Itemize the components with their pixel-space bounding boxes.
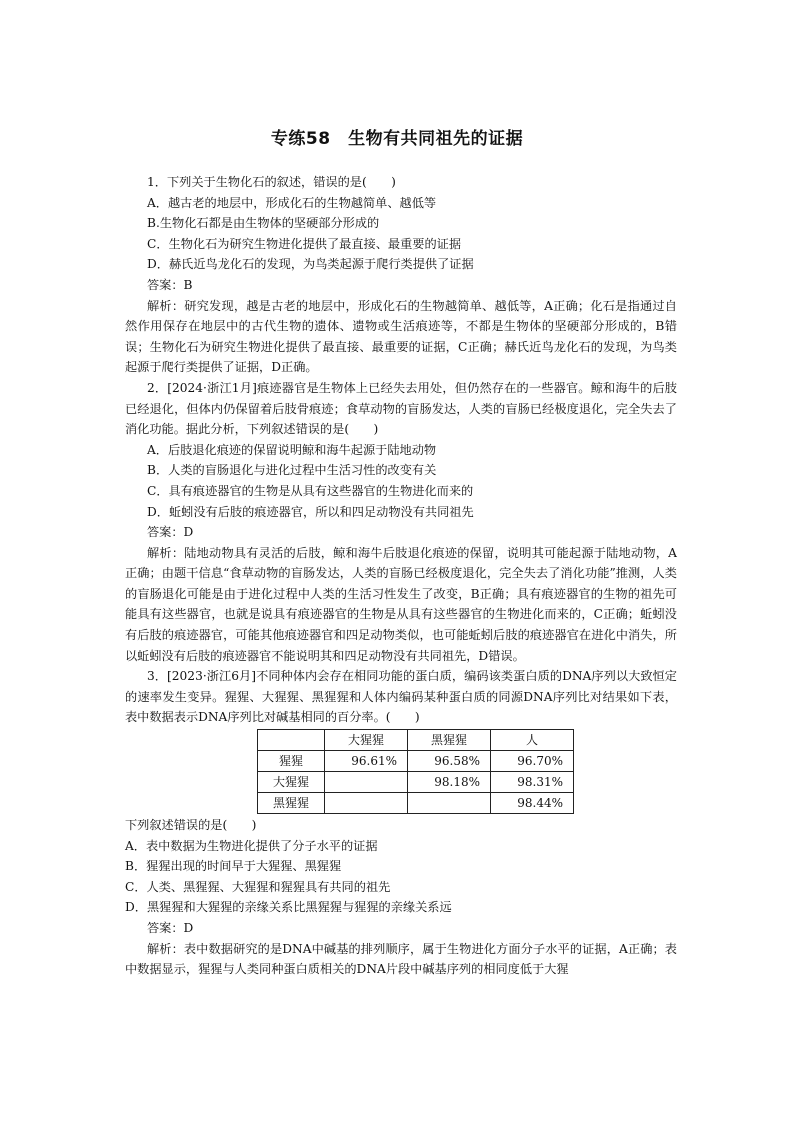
question-3-stem: 3．[2023·浙江6月]不同种体内会存在相同功能的蛋白质，编码该类蛋白质的DNA序列以大致恒定的速率发生变异。猩猩、大猩猩、黑猩猩和人体内编码某种蛋白质的同源DNA序列比对结果如下表，表中数据表示DNA序列比对碱基相同的百分率。( ) [125,669,677,725]
question-2-option-a: A．后肢退化痕迹的保留说明鲸和海牛起源于陆地动物 [147,442,437,457]
question-3-option-c: C．人类、黑猩猩、大猩猩和猩猩具有共同的祖先 [125,879,391,894]
table-cell [325,793,408,814]
question-2-option-b: B．人类的盲肠退化与进化过程中生活习性的改变有关 [147,463,437,478]
table-header-row [258,730,574,751]
table-header-cell: 人 [491,730,574,751]
question-2-answer: 答案：D [147,525,194,540]
table-cell: 96.61% [325,751,408,772]
table-row [258,793,574,814]
table-row-label: 黑猩猩 [258,793,325,814]
table-header-cell: 大猩猩 [325,730,408,751]
question-1-option-c: C．生物化石为研究生物进化提供了最直接、最重要的证据 [147,236,462,251]
table-cell: 96.70% [491,751,574,772]
table-header-cell: 黑猩猩 [408,730,491,751]
table-cell: 98.44% [491,793,574,814]
question-1-analysis: 解析：研究发现，越是古老的地层中，形成化石的生物越简单、越低等，A正确；化石是指通过自然作用保存在地层中的古代生物的遗体、遗物或生活痕迹等，不都是生物体的坚硬部分形成的，B错误；生物化石为研究生物进化提供了最直接、最重要的证据，C正确；赫氏近鸟龙化石的发现，为鸟类起源于爬行类提供了证据，D正确。 [125,298,677,375]
page-title: 专练58 生物有共同祖先的证据 [270,129,524,149]
table-row [258,772,574,793]
question-2-option-d: D．蚯蚓没有后肢的痕迹器官，所以和四足动物没有共同祖先 [147,504,474,519]
question-1-stem: 1．下列关于生物化石的叙述，错误的是( ) [147,175,396,189]
question-3-answer: 答案：D [147,921,194,935]
question-3-option-d: D．黑猩猩和大猩猩的亲缘关系比黑猩猩与猩猩的亲缘关系远 [125,900,452,915]
table-cell: 98.18% [408,772,491,793]
question-1-answer: 答案：B [147,277,193,292]
question-1-option-b: B.生物化石都是由生物体的坚硬部分形成的 [147,216,380,231]
table-cell [408,793,491,814]
question-3-analysis: 解析：表中数据研究的是DNA中碱基的排列顺序，属于生物进化方面分子水平的证据，A正确；表中数据显示，猩猩与人类同种蛋白质相关的DNA片段中碱基序列的相同度低于大猩 [125,941,677,977]
table-row [258,751,574,772]
document-body [125,172,677,980]
dna-comparison-table [257,729,574,814]
question-3-option-b: B．猩猩出现的时间早于大猩猩、黑猩猩 [125,859,342,874]
table-cell [325,772,408,793]
question-2-option-c: C．具有痕迹器官的生物是从具有这些器官的生物进化而来的 [147,483,474,498]
question-2-analysis: 解析：陆地动物具有灵活的后肢，鲸和海牛后肢退化痕迹的保留，说明其可能起源于陆地动物，A正确；由题干信息“食草动物的盲肠发达，人类的盲肠已经极度退化，完全失去了消化功能”推测，人类的盲肠退化可能是由于进化过程中人类的生活习性发生了改变，B正确；具有痕迹器官的生物的祖先可能具有这些器官，也就是说具有痕迹器官的生物是从具有这些器官的生物进化而来的，C正确；蚯蚓没有后肢的痕迹器官，可能其他痕迹器官和四足动物类似，也可能蚯蚓后肢的痕迹器官在进化中消失，所以蚯蚓没有后肢的痕迹器官不能说明其和四足动物没有共同祖先，D错误。 [125,545,677,663]
table-cell: 98.31% [491,772,574,793]
table-row-label: 猩猩 [258,751,325,772]
question-1-option-a: A．越古老的地层中，形成化石的生物越简单、越低等 [147,195,437,210]
table-header-cell [258,730,325,751]
question-3-option-a: A．表中数据为生物进化提供了分子水平的证据 [125,838,378,853]
table-cell: 96.58% [408,751,491,772]
question-3-sub-stem: 下列叙述错误的是( ) [125,818,257,833]
table-row-label: 大猩猩 [258,772,325,793]
question-2-stem: 2．[2024·浙江1月]痕迹器官是生物体上已经失去用处，但仍然存在的一些器官。鲸和海牛的后肢已经退化，但体内仍保留着后肢骨痕迹；食草动物的盲肠发达，人类的盲肠已经极度退化，完全失去了消化功能。据此分析，下列叙述错误的是( ) [125,380,677,437]
question-1-option-d: D．赫氏近鸟龙化石的发现，为鸟类起源于爬行类提供了证据 [147,257,474,272]
